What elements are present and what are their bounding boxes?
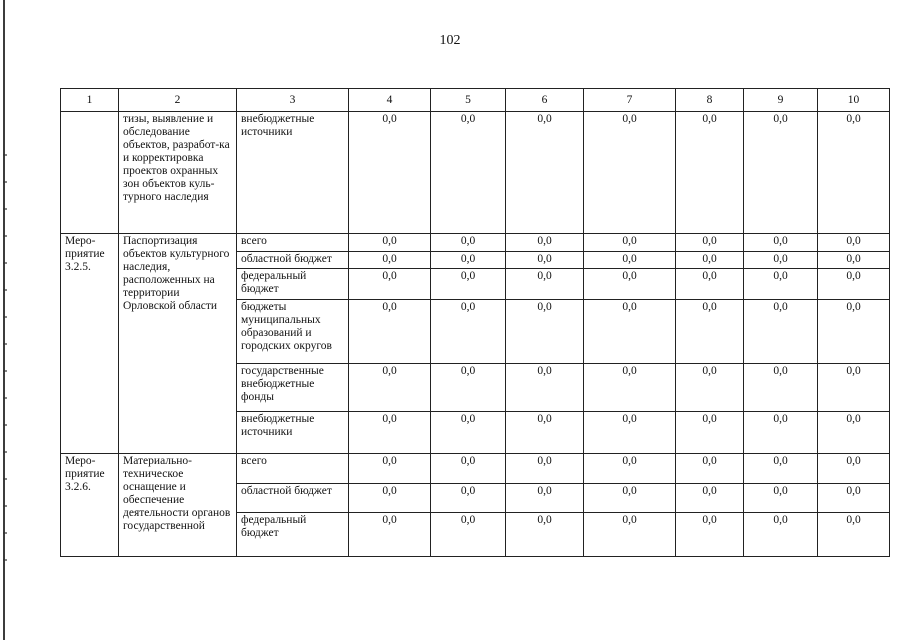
funding-source-cell: федеральный бюджет bbox=[237, 269, 349, 300]
value-cell: 0,0 bbox=[818, 454, 890, 484]
value-cell: 0,0 bbox=[676, 252, 744, 269]
value-cell: 0,0 bbox=[431, 484, 506, 513]
value-cell: 0,0 bbox=[431, 234, 506, 252]
measure-name-cell: Материально-техническое оснащение и обеспечение деятельности органов государственной bbox=[119, 454, 237, 557]
value-cell: 0,0 bbox=[506, 412, 584, 454]
value-cell: 0,0 bbox=[744, 364, 818, 412]
funding-source-cell: федеральный бюджет bbox=[237, 513, 349, 557]
value-cell: 0,0 bbox=[744, 252, 818, 269]
value-cell: 0,0 bbox=[584, 252, 676, 269]
value-cell: 0,0 bbox=[818, 300, 890, 364]
value-cell: 0,0 bbox=[584, 484, 676, 513]
value-cell: 0,0 bbox=[349, 484, 431, 513]
value-cell: 0,0 bbox=[584, 454, 676, 484]
header-row bbox=[61, 89, 890, 112]
value-cell: 0,0 bbox=[818, 364, 890, 412]
value-cell: 0,0 bbox=[676, 300, 744, 364]
value-cell: 0,0 bbox=[818, 112, 890, 234]
value-cell: 0,0 bbox=[744, 300, 818, 364]
header-cell: 3 bbox=[237, 89, 349, 112]
value-cell: 0,0 bbox=[349, 300, 431, 364]
value-cell: 0,0 bbox=[431, 364, 506, 412]
value-cell: 0,0 bbox=[349, 364, 431, 412]
header-cell: 9 bbox=[744, 89, 818, 112]
value-cell: 0,0 bbox=[431, 300, 506, 364]
value-cell: 0,0 bbox=[584, 234, 676, 252]
budget-table bbox=[60, 88, 890, 557]
value-cell: 0,0 bbox=[584, 513, 676, 557]
value-cell: 0,0 bbox=[349, 112, 431, 234]
value-cell: 0,0 bbox=[349, 269, 431, 300]
value-cell: 0,0 bbox=[744, 484, 818, 513]
value-cell: 0,0 bbox=[431, 454, 506, 484]
header-cell: 7 bbox=[584, 89, 676, 112]
funding-source-cell: всего bbox=[237, 234, 349, 252]
header-cell: 8 bbox=[676, 89, 744, 112]
value-cell: 0,0 bbox=[744, 454, 818, 484]
value-cell: 0,0 bbox=[818, 269, 890, 300]
value-cell: 0,0 bbox=[744, 412, 818, 454]
value-cell: 0,0 bbox=[349, 513, 431, 557]
value-cell: 0,0 bbox=[676, 234, 744, 252]
measure-label-cell: Меро-приятие 3.2.6. bbox=[61, 454, 119, 557]
value-cell: 0,0 bbox=[676, 364, 744, 412]
value-cell: 0,0 bbox=[584, 364, 676, 412]
funding-source-cell: внебюджетные источники bbox=[237, 412, 349, 454]
header-cell: 6 bbox=[506, 89, 584, 112]
value-cell: 0,0 bbox=[818, 252, 890, 269]
funding-source-cell: бюджеты муниципальных образований и городских округов bbox=[237, 300, 349, 364]
scan-edge-marks bbox=[3, 140, 7, 570]
table-row bbox=[61, 234, 890, 252]
funding-source-cell: областной бюджет bbox=[237, 484, 349, 513]
funding-source-cell: внебюджетные источники bbox=[237, 112, 349, 234]
value-cell: 0,0 bbox=[584, 269, 676, 300]
value-cell: 0,0 bbox=[744, 513, 818, 557]
header-cell: 5 bbox=[431, 89, 506, 112]
value-cell: 0,0 bbox=[676, 412, 744, 454]
value-cell: 0,0 bbox=[506, 252, 584, 269]
value-cell: 0,0 bbox=[744, 112, 818, 234]
value-cell: 0,0 bbox=[818, 484, 890, 513]
value-cell: 0,0 bbox=[506, 454, 584, 484]
value-cell: 0,0 bbox=[676, 454, 744, 484]
measure-name-cell: Паспортизация объектов культурного наследия, расположенных на территории Орловской области bbox=[119, 234, 237, 454]
value-cell: 0,0 bbox=[744, 234, 818, 252]
value-cell: 0,0 bbox=[584, 112, 676, 234]
funding-source-cell: государственные внебюджетные фонды bbox=[237, 364, 349, 412]
value-cell: 0,0 bbox=[676, 513, 744, 557]
table-row bbox=[61, 454, 890, 484]
value-cell: 0,0 bbox=[506, 300, 584, 364]
value-cell: 0,0 bbox=[431, 412, 506, 454]
value-cell: 0,0 bbox=[431, 112, 506, 234]
value-cell: 0,0 bbox=[676, 484, 744, 513]
value-cell: 0,0 bbox=[506, 269, 584, 300]
value-cell: 0,0 bbox=[431, 513, 506, 557]
header-cell: 1 bbox=[61, 89, 119, 112]
value-cell: 0,0 bbox=[349, 252, 431, 269]
value-cell: 0,0 bbox=[506, 234, 584, 252]
header-cell: 4 bbox=[349, 89, 431, 112]
value-cell: 0,0 bbox=[349, 454, 431, 484]
value-cell: 0,0 bbox=[818, 412, 890, 454]
page-number: 102 bbox=[439, 33, 461, 48]
value-cell: 0,0 bbox=[818, 234, 890, 252]
funding-source-cell: областной бюджет bbox=[237, 252, 349, 269]
value-cell: 0,0 bbox=[676, 269, 744, 300]
value-cell: 0,0 bbox=[584, 412, 676, 454]
measure-label-cell bbox=[61, 112, 119, 234]
funding-source-cell: всего bbox=[237, 454, 349, 484]
value-cell: 0,0 bbox=[818, 513, 890, 557]
measure-label-cell: Меро-приятие 3.2.5. bbox=[61, 234, 119, 454]
value-cell: 0,0 bbox=[431, 252, 506, 269]
value-cell: 0,0 bbox=[506, 484, 584, 513]
value-cell: 0,0 bbox=[506, 513, 584, 557]
value-cell: 0,0 bbox=[349, 234, 431, 252]
value-cell: 0,0 bbox=[744, 269, 818, 300]
value-cell: 0,0 bbox=[506, 364, 584, 412]
value-cell: 0,0 bbox=[676, 112, 744, 234]
table-row bbox=[61, 112, 890, 234]
header-cell: 2 bbox=[119, 89, 237, 112]
value-cell: 0,0 bbox=[431, 269, 506, 300]
value-cell: 0,0 bbox=[349, 412, 431, 454]
measure-name-cell: тизы, выявление и обследование объектов, разработ-ка и корректировка проектов охранных зон объектов куль-турного наследия bbox=[119, 112, 237, 234]
header-cell: 10 bbox=[818, 89, 890, 112]
value-cell: 0,0 bbox=[506, 112, 584, 234]
value-cell: 0,0 bbox=[584, 300, 676, 364]
